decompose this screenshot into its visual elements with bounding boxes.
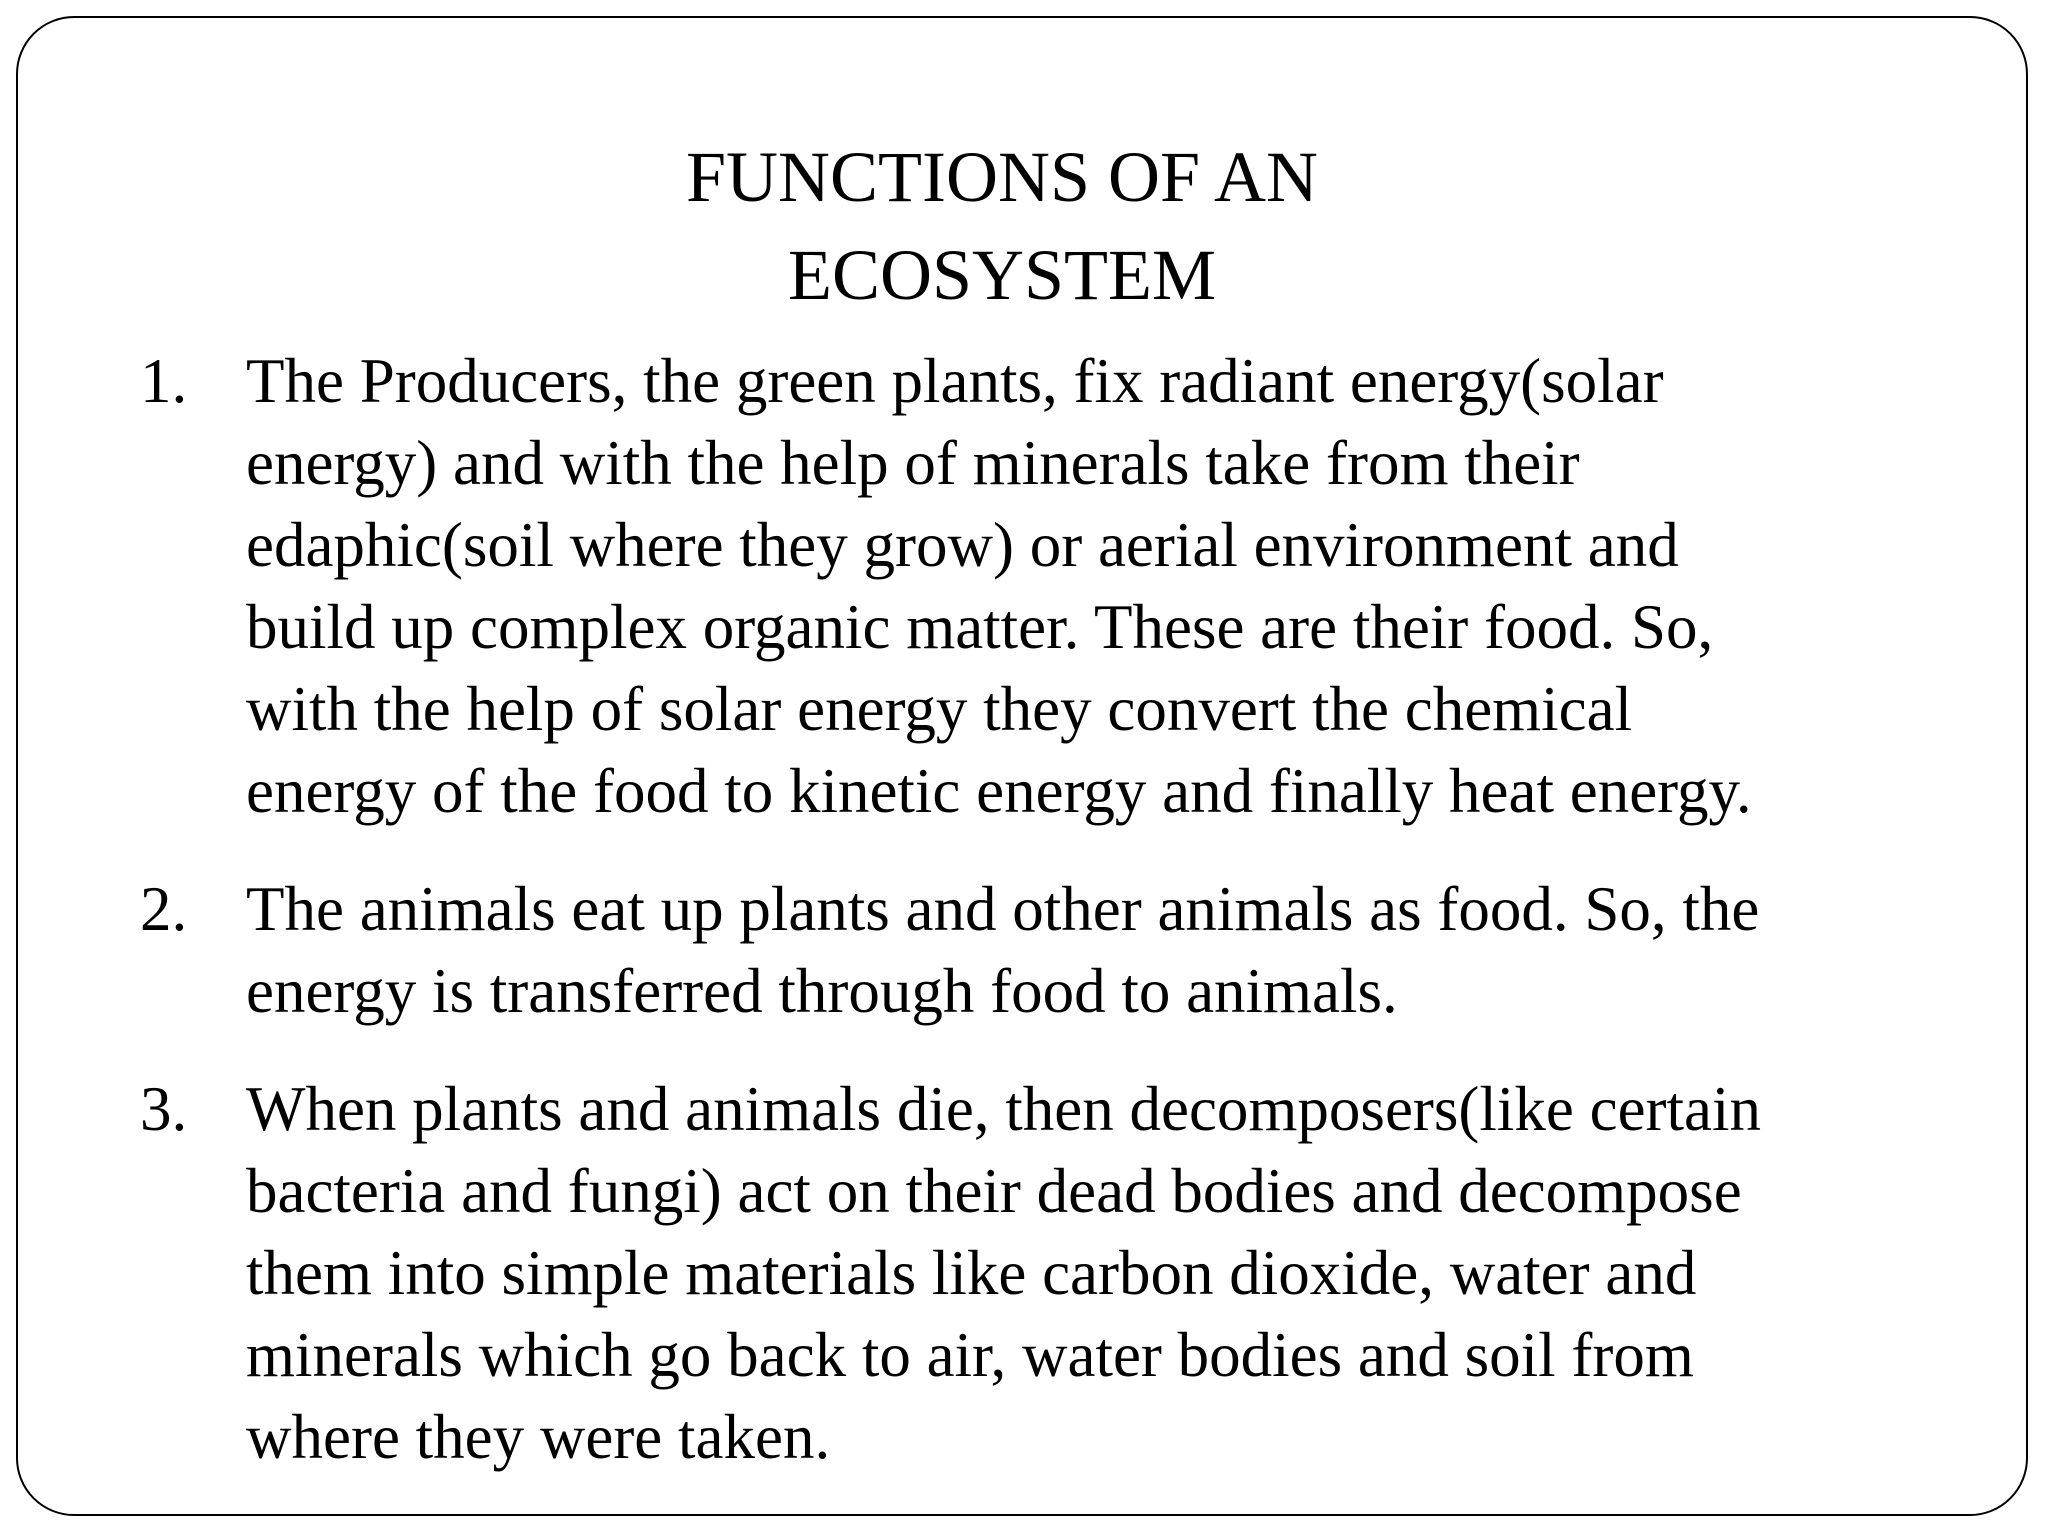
list-item-3 <box>18 1068 2030 1478</box>
text-line: energy of the food to kinetic energy and finally heat energy. <box>246 756 1752 826</box>
text-line: bacteria and fungi) act on their dead bodies and decompose <box>246 1156 1742 1226</box>
list-item-number: 3. <box>140 1074 188 1144</box>
list-item-text <box>246 1068 1946 1478</box>
functions-list <box>18 340 2030 1478</box>
list-item-text <box>246 340 1946 832</box>
text-line: The Producers, the green plants, fix radiant energy(solar <box>246 346 1664 416</box>
slide-title-line-2: ECOSYSTEM <box>787 235 1217 315</box>
text-line: with the help of solar energy they convert the chemical <box>246 674 1633 744</box>
list-item-number: 2. <box>140 874 188 944</box>
list-item-number: 1. <box>140 346 188 416</box>
text-line: where they were taken. <box>246 1402 831 1472</box>
text-line: energy) and with the help of minerals take from their <box>246 428 1580 498</box>
text-line: minerals which go back to air, water bodies and soil from <box>246 1320 1694 1390</box>
text-line: The animals eat up plants and other animals as food. So, the <box>246 874 1760 944</box>
list-item-text <box>246 868 1946 1032</box>
slide-title-line-1: FUNCTIONS OF AN <box>685 137 1319 217</box>
text-line: them into simple materials like carbon dioxide, water and <box>246 1238 1697 1308</box>
text-line: edaphic(soil where they grow) or aerial environment and <box>246 510 1679 580</box>
text-line: When plants and animals die, then decomposers(like certain <box>246 1074 1761 1144</box>
slide <box>16 16 2028 1516</box>
list-item-1 <box>18 340 2030 832</box>
text-line: energy is transferred through food to animals. <box>246 956 1398 1026</box>
text-line: build up complex organic matter. These are their food. So, <box>246 592 1714 662</box>
list-item-2 <box>18 868 2030 1032</box>
slide-title <box>18 128 1986 324</box>
